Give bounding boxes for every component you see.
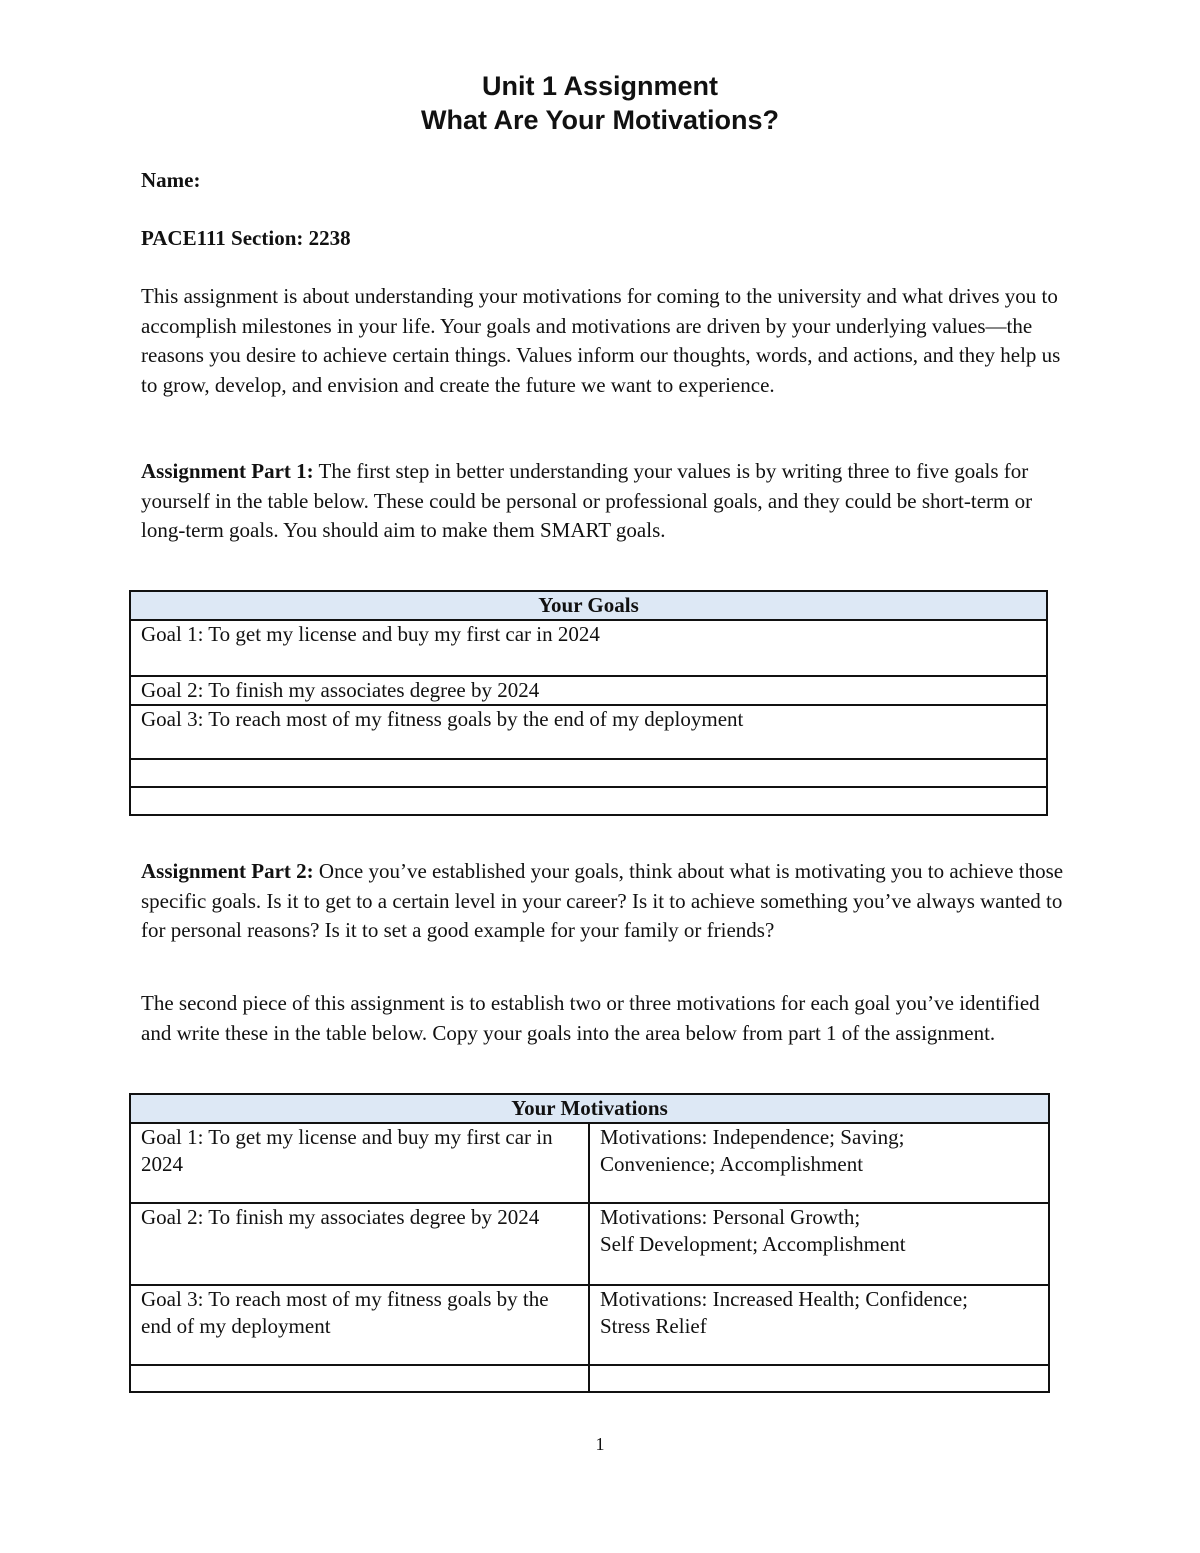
- goal-row-4: [130, 759, 1047, 787]
- document-title: Unit 1 Assignment: [481, 71, 719, 101]
- motivation-cell: [589, 1285, 1049, 1365]
- document-subtitle: What Are Your Motivations?: [420, 105, 779, 135]
- motivation-cell: [589, 1123, 1049, 1203]
- motivation-cell: [589, 1365, 1049, 1392]
- motivation-line: Self Development; Accomplishment: [600, 1232, 906, 1256]
- name-label: Name:: [141, 168, 201, 192]
- motivation-cell: [589, 1203, 1049, 1285]
- goal-row-2: Goal 2: To finish my associates degree by 2024: [130, 676, 1047, 705]
- part1-paragraph: [141, 457, 1071, 546]
- goals-table: [129, 590, 1048, 816]
- part1-label: Assignment Part 1:: [141, 459, 314, 483]
- part1-text: The first step in better understanding your values is by writing three to five goals for yourself in the table below. These could be personal or professional goals, and they could be short-term or long-term goals. You should aim to make them SMART goals.: [141, 459, 1033, 542]
- page-number: 1: [595, 1434, 605, 1454]
- part2-text: Once you’ve established your goals, think about what is motivating you to achieve those specific goals. Is it to get to a certain level in your career? Is it to achieve something you’ve always wanted to for personal reasons? Is it to set a good example for your family or friends?: [141, 859, 1064, 942]
- motivation-goal-cell: Goal 2: To finish my associates degree by 2024: [130, 1203, 589, 1285]
- motivation-goal-cell: [130, 1365, 589, 1392]
- goal-row-5: [130, 787, 1047, 815]
- motivation-goal-cell: Goal 3: To reach most of my fitness goals by the end of my deployment: [130, 1285, 589, 1365]
- motivation-line: Motivations: Increased Health; Confidence;: [600, 1287, 968, 1311]
- part2-paragraph: [141, 857, 1071, 946]
- goal-row-3: Goal 3: To reach most of my fitness goals by the end of my deployment: [130, 705, 1047, 759]
- motivation-line: Motivations: Independence; Saving;: [600, 1125, 905, 1149]
- part2-label: Assignment Part 2:: [141, 859, 314, 883]
- part2-paragraph-2: The second piece of this assignment is to establish two or three motivations for each goal you’ve identified and write these in the table below. Copy your goals into the area below from part 1 of the assignment.: [141, 991, 1040, 1045]
- motivation-line: Stress Relief: [600, 1314, 707, 1338]
- goals-table-header: Your Goals: [130, 591, 1047, 620]
- motivations-table-header: Your Motivations: [130, 1094, 1049, 1123]
- motivation-goal-cell: Goal 1: To get my license and buy my first car in 2024: [130, 1123, 589, 1203]
- goal-row-1: Goal 1: To get my license and buy my first car in 2024: [130, 620, 1047, 676]
- section-label: PACE111 Section: 2238: [141, 226, 351, 250]
- motivations-table: [129, 1093, 1050, 1393]
- motivation-line: Motivations: Personal Growth;: [600, 1205, 861, 1229]
- motivation-line: Convenience; Accomplishment: [600, 1152, 864, 1176]
- intro-paragraph: This assignment is about understanding your motivations for coming to the university and what drives you to accomplish milestones in your life. Your goals and motivations are driven by your underlying values—the reasons you desire to achieve certain things. Values inform our thoughts, words, and actions, and they help us to grow, develop, and envision and create the future we want to experience.: [141, 284, 1061, 397]
